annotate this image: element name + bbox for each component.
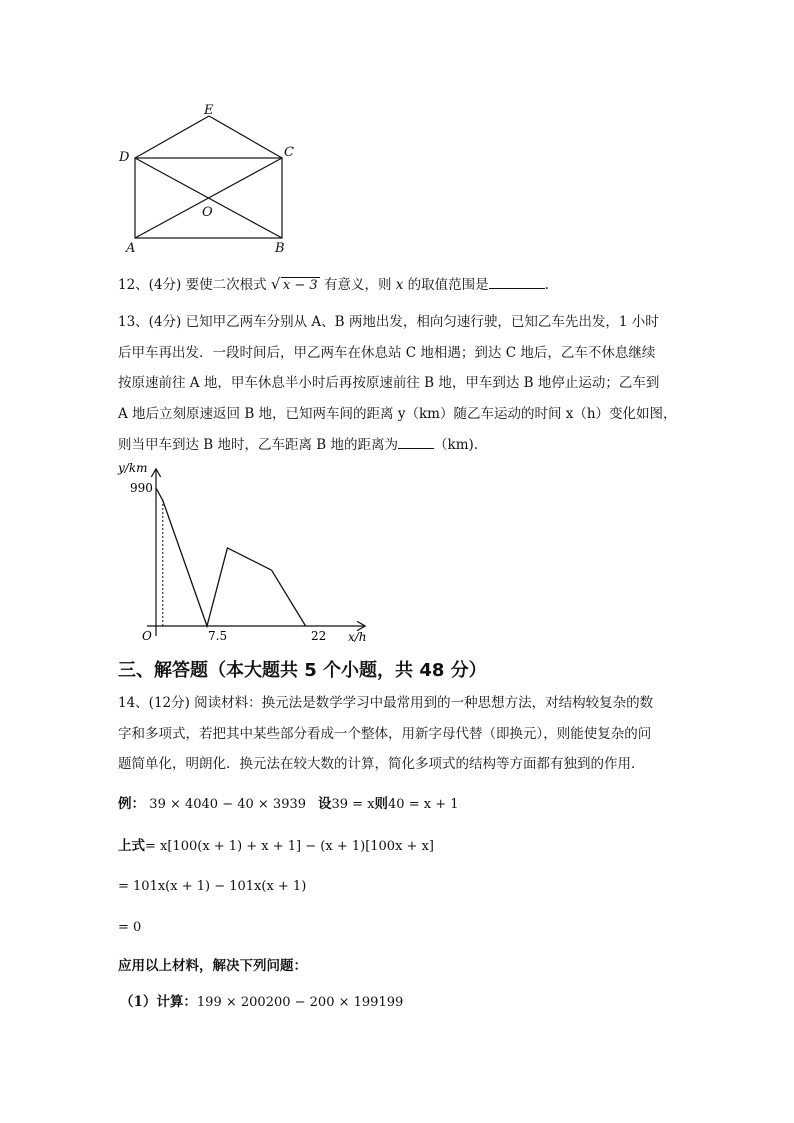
set-label: 设 [318,796,332,812]
step-2: = 101x(x + 1) − 101x(x + 1) [118,879,307,894]
edge-de [135,116,209,158]
q12-text-mid: 有意义，则 [323,277,392,293]
set-expression-2: 40 = x + 1 [388,797,459,812]
y-tick-label: 990 [130,481,153,495]
q14-line: 14、(12分) 阅读材料：换元法是数学学习中最常用到的一种思想方法，对结构较复杂的数 [118,695,654,711]
section-heading: 三、解答题（本大题共 5 个小题，共 48 分） [118,660,487,681]
q13-line: 后甲车再出发．一段时间后，甲乙两车在休息站 C 地相遇；到达 C 地后，乙车不休息继续 [118,344,656,361]
radicand: x − 3 [282,278,318,293]
label-o: O [202,205,213,220]
origin-label: O [142,629,152,643]
label-e: E [204,103,214,118]
q12-text-end: . [544,277,549,293]
example-expression: 39 × 4040 − 40 × 3939 [149,797,307,812]
q12-text-start: 12、(4分) 要使二次根式 [118,277,267,293]
example-line [118,794,306,815]
label-c: C [284,145,294,160]
step-3: = 0 [118,920,142,935]
q13-last-start: 则当甲车到达 B 地时，乙车距离 B 地的距离为 [118,437,399,453]
label-b: B [275,241,285,256]
answer-blank[interactable] [489,274,545,289]
q13-last-end: （km). [434,437,479,453]
substitution-line [318,794,459,815]
q14-line: 题简单化，明朗化．换元法在较大数的计算，简化多项式的结构等方面都有独到的作用． [118,756,645,772]
step1-expression: = x[100(x + 1) + x + 1] − (x + 1)[100x + x] [145,839,434,854]
edge-ec [209,116,282,158]
geometry-figure [110,98,310,260]
example-label: 例： [118,796,145,812]
q13-line: A 地后立刻原速返回 B 地，已知两车间的距离 y（km）随乙车运动的时间 x（h）变化如图， [118,405,677,422]
radical-expression: √ x − 3 [270,275,318,293]
label-a: A [126,241,136,256]
distance-time-chart [112,460,372,645]
part1-label: （1）计算： [120,994,197,1010]
question-14 [118,693,653,785]
part-1 [120,992,403,1013]
set-expression-1: 39 = x [331,797,375,812]
y-axis-label: y/km [118,461,148,475]
x-axis-label: x/h [348,630,367,644]
series-line-distance [156,488,306,626]
q12-variable: x [395,277,404,293]
then-label: 则 [374,796,389,812]
question-13 [118,312,677,465]
q13-line: 13、(4分) 已知甲乙两车分别从 A、B 两地出发，相向匀速行驶，已知乙车先出发，1 小时 [118,314,659,330]
step-1 [118,836,434,857]
part1-expression: 199 × 200200 − 200 × 199199 [196,995,404,1010]
step1-label: 上式 [118,838,145,854]
q13-line: 按原速前往 A 地，甲车休息半小时后再按原速前往 B 地，甲车到达 B 地停止运动；乙车到 [118,375,660,391]
q12-text-tail: 的取值范围是 [407,277,489,293]
question-12 [118,274,549,296]
q14-line: 字和多项式，若把其中某些部分看成一个整体，用新字母代替（即换元），则能使复杂的问 [118,725,652,742]
label-d: D [119,150,130,165]
x-tick-label: 22 [311,629,327,643]
apply-instruction: 应用以上材料，解决下列问题： [118,958,307,974]
x-tick-label: 7.5 [208,629,228,643]
answer-blank[interactable] [398,434,434,449]
